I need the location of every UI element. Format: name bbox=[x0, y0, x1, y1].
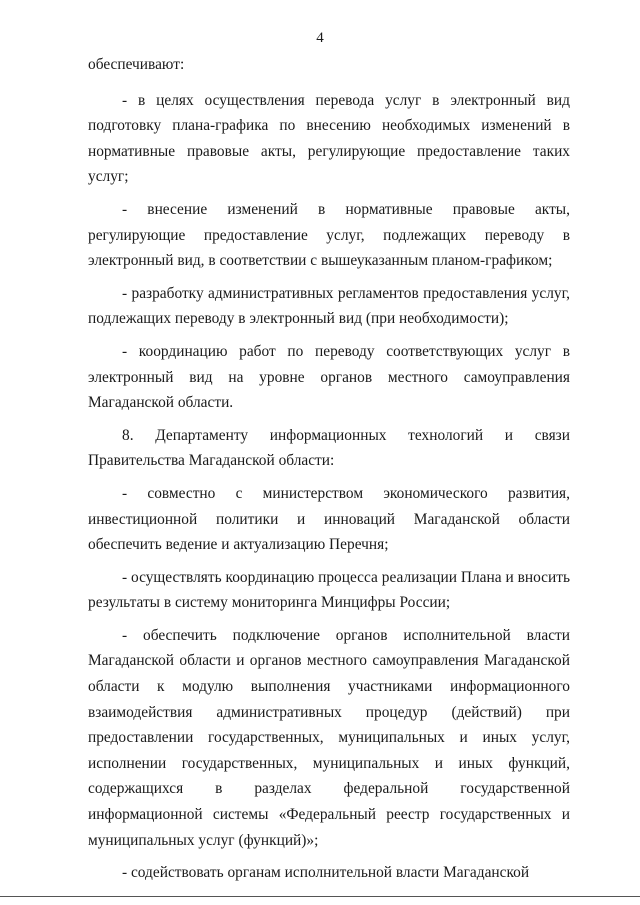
paragraph: - осуществлять координацию процесса реализации Плана и вносить результаты в систему мониторинга Минцифры России; bbox=[88, 568, 570, 612]
paragraph: - совместно с министерством экономического развития, инвестиционной политики и инноваций Магаданской области обеспечить ведение и актуализацию Перечня; bbox=[88, 484, 570, 554]
paragraph: - внесение изменений в нормативные правовые акты, регулирующие предоставление услуг, подлежащих переводу в электронный вид, в соответствии с вышеуказанным планом-графиком; bbox=[88, 200, 570, 270]
paragraph: 8. Департаменту информационных технологий и связи Правительства Магаданской области: bbox=[88, 426, 570, 470]
page-number: 4 bbox=[316, 30, 324, 46]
paragraph: обеспечивают: bbox=[88, 56, 185, 73]
paragraph: - в целях осуществления перевода услуг в электронный вид подготовку плана-графика по внесению необходимых изменений в нормативные правовые акты, регулирующие предоставление таких услуг; bbox=[88, 91, 570, 186]
paragraph: - разработку административных регламентов предоставления услуг, подлежащих переводу в электронный вид (при необходимости); bbox=[88, 284, 570, 328]
document-body bbox=[88, 52, 570, 893]
bottom-rule bbox=[0, 896, 640, 897]
paragraph: - координацию работ по переводу соответствующих услуг в электронный вид на уровне органов местного самоуправления Магаданской области. bbox=[88, 342, 570, 412]
paragraph: - содействовать органам исполнительной власти Магаданской bbox=[122, 864, 530, 882]
paragraph: - обеспечить подключение органов исполнительной власти Магаданской области и органов местного самоуправления Магаданской области к модулю выполнения участниками информационного взаимодействия административных процедур (действий) при предоставлении государственных, муниципальных и иных услуг, исполнении государственных, муниципальных и иных функций, содержащихся в разделах федеральной государственной информационной системы «Федеральный реестр государственных и муниципальных услуг (функций)»; bbox=[88, 626, 570, 849]
